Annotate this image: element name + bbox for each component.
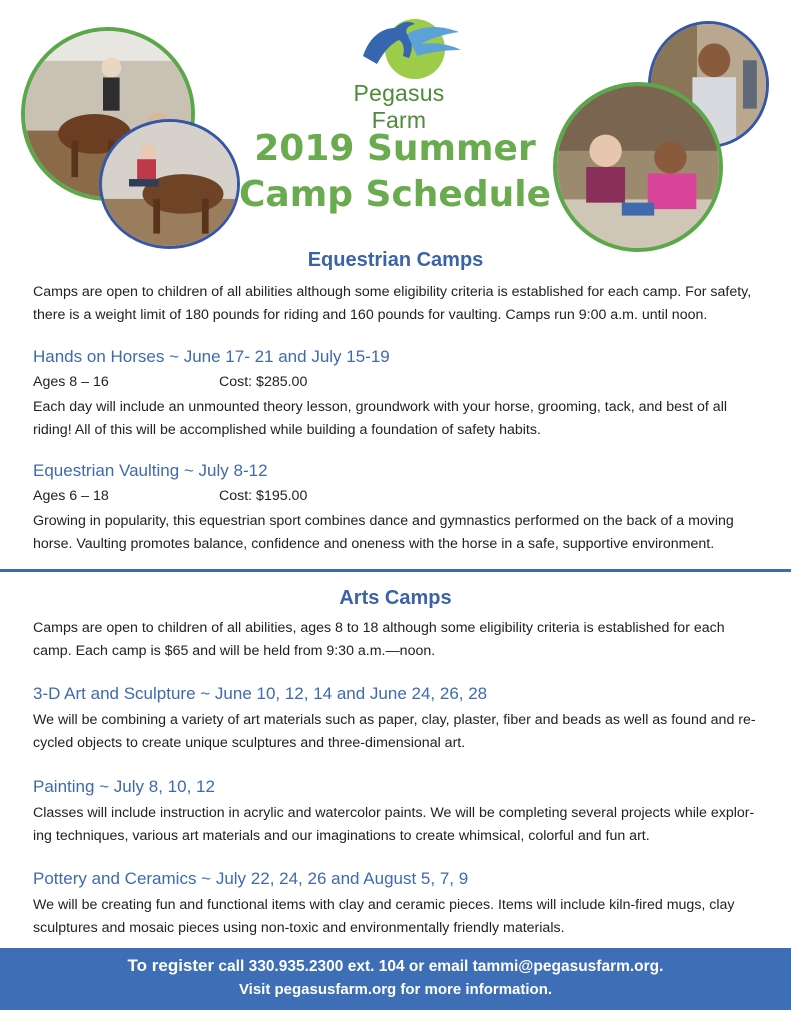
equestrian-intro: Camps are open to children of all abilities although some eligibility criteria is established for each camp. For safety, there is a weight limit of 180 pounds for riding and 160 pounds for vaulting. Camps run 9:00 a.m. until noon. [33,284,752,323]
title-line-1: 2019 Summer [254,128,536,169]
camp-vaulting-description: Growing in popularity, this equestrian sport combines dance and gymnastics performed on the back of a moving horse. Vaulting promotes balance, confidence and oneness with the horse in a safe, supportive environment. [33,513,734,552]
camp-pottery-title: Pottery and Ceramics ~ July 22, 24, 26 and August 5, 7, 9 [33,869,469,888]
camp-ages: Ages 8 – 16 [33,374,109,390]
camp-painting-description: Classes will include instruction in acrylic and watercolor paints. We will be completing several projects while explor-ing techniques, various art materials and our imaginations to create whimsical, colorful and fun art. [33,805,755,844]
title-line-2: Camp Schedule [239,174,551,215]
register-footer [0,948,791,1010]
photo-vaulting [99,119,240,249]
camp-cost: Cost: $195.00 [219,488,308,504]
camp-sculpture-title: 3-D Art and Sculpture ~ June 10, 12, 14 and June 24, 26, 28 [33,684,488,703]
arts-intro: Camps are open to children of all abilities, ages 8 to 18 although some eligibility criteria is established for each camp. Each camp is $65 and will be held from 9:30 a.m.—noon. [33,620,725,659]
camp-hands-on-horses-meta [33,374,308,390]
visit-website-line[interactable]: Visit pegasusfarm.org for more information. [238,981,553,998]
photo-kids-crafting [553,82,723,252]
camp-hands-on-horses-description: Each day will include an unmounted theory lesson, groundwork with your horse, grooming, tack, and best of all riding! All of this will be accomplished while building a foundation of safety habits. [33,399,727,438]
arts-heading: Arts Camps [339,587,452,609]
camp-vaulting-title: Equestrian Vaulting ~ July 8-12 [33,461,268,480]
page-title [230,126,560,218]
section-divider [0,569,791,572]
camp-painting-title: Painting ~ July 8, 10, 12 [33,777,215,796]
register-line [0,956,791,976]
pegasus-horse-logo-icon [355,16,465,86]
brand-name: Pegasus Farm [353,80,445,133]
camp-hands-on-horses-title: Hands on Horses ~ June 17- 21 and July 15-19 [33,347,390,366]
camp-vaulting-meta [33,488,308,504]
camp-sculpture-description: We will be combining a variety of art materials such as paper, clay, plaster, fiber and beads as well as found and re-cycled objects to create unique sculptures and three-dimensional art. [33,712,756,751]
camp-cost: Cost: $285.00 [219,374,308,390]
register-contact[interactable]: call 330.935.2300 ext. 104 or email tammi@pegasusfarm.org. [214,958,664,975]
camp-pottery-description: We will be creating fun and functional items with clay and ceramic pieces. Items will include kiln-fired mugs, clay sculptures and mosaic pieces using non-toxic and environmentally friendly materials. [33,897,735,936]
camp-ages: Ages 6 – 18 [33,488,109,504]
equestrian-heading: Equestrian Camps [307,249,484,271]
register-lead: To register [127,956,215,975]
